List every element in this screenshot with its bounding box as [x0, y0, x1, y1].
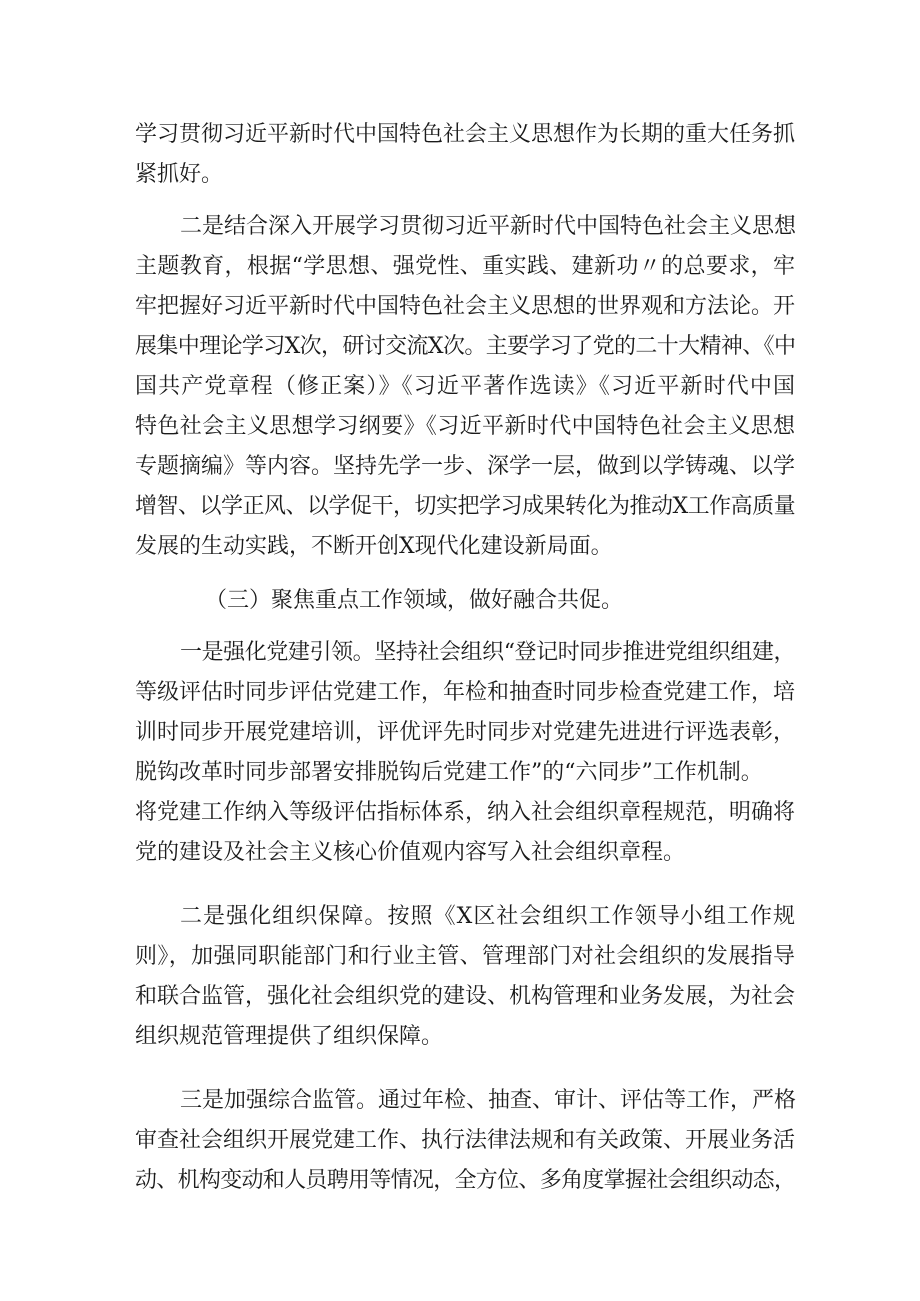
paragraph-line: 国共产党章程（修正案）》《习近平著作选读》《习近平新时代中国	[135, 374, 795, 399]
paragraph-line: 将党建工作纳入等级评估指标体系，纳入社会组织章程规范，明确将	[135, 800, 796, 825]
paragraph-line: 二是结合深入开展学习贯彻习近平新时代中国特色社会主义思想	[180, 214, 797, 239]
paragraph-line: 增智、以学正风、以学促干，切实把学习成果转化为推动X工作高质量	[135, 494, 796, 519]
section-heading: （三）聚焦重点工作领域，做好融合共促。	[205, 588, 624, 613]
paragraph-line: 紧抓好。	[135, 162, 224, 187]
paragraph-line: 展集中理论学习X次，研讨交流X次。主要学习了党的二十大精神、《中	[135, 334, 795, 359]
paragraph-line: 三是加强综合监管。通过年检、抽查、审计、评估等工作，严格	[180, 1088, 797, 1113]
paragraph-line: 学习贯彻习近平新时代中国特色社会主义思想作为长期的重大任务抓	[135, 122, 796, 147]
paragraph-line: 特色社会主义思想学习纲要》《习近平新时代中国特色社会主义思想	[135, 414, 795, 439]
paragraph-line: 和联合监管，强化社会组织党的建设、机构管理和业务发展，为社会	[135, 984, 796, 1009]
paragraph-line: 一是强化党建引领。坚持社会组织“登记时同步推进党组织组建，	[180, 640, 795, 665]
paragraph-line: 二是强化组织保障。按照《X区社会组织工作领导小组工作规	[180, 904, 795, 929]
paragraph-line: 党的建设及社会主义核心价值观内容写入社会组织章程。	[135, 840, 686, 865]
paragraph-line: 则》，加强同职能部门和行业主管、管理部门对社会组织的发展指导	[135, 944, 795, 969]
paragraph-line: 组织规范管理提供了组织保障。	[135, 1024, 444, 1049]
paragraph-line: 动、机构变动和人员聘用等情况，全方位、多角度掌握社会组织动态，	[135, 1168, 795, 1193]
paragraph-line: 训时同步开展党建培训，评优评先时同步对党建先进进行评选表彰，	[135, 720, 796, 745]
paragraph-line: 主题教育，根据“学思想、强党性、重实践、建新功〃的总要求，牢	[135, 254, 795, 279]
paragraph-line: 发展的生动实践，不断开创X现代化建设新局面。	[135, 534, 613, 559]
paragraph-line: 专题摘编》等内容。坚持先学一步、深学一层，做到以学铸魂、以学	[135, 454, 796, 479]
paragraph-line: 等级评估时同步评估党建工作，年检和抽查时同步检查党建工作，培	[135, 680, 796, 705]
paragraph-line: 审查社会组织开展党建工作、执行法律法规和有关政策、开展业务活	[135, 1128, 796, 1153]
paragraph-line: 牢把握好习近平新时代中国特色社会主义思想的世界观和方法论。开	[135, 294, 796, 319]
paragraph-line: 脱钩改革时同步部署安排脱钩后党建工作”的“六同步”工作机制。	[135, 760, 763, 785]
